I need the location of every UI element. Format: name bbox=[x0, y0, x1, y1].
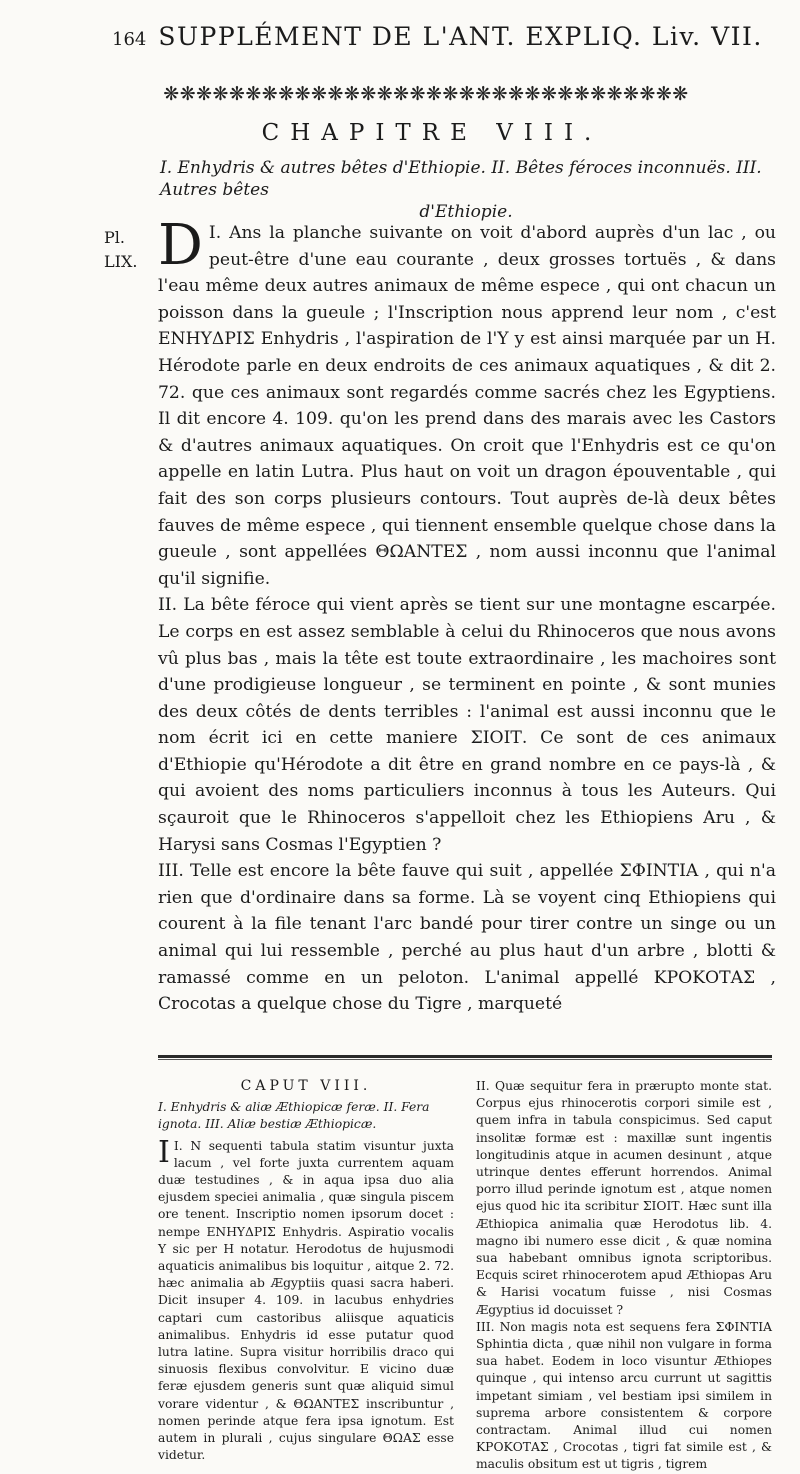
running-head bbox=[112, 22, 772, 58]
plate-number: LIX. bbox=[104, 252, 138, 271]
latin-paragraph-number: I. bbox=[173, 1138, 183, 1153]
page-number: 164 bbox=[112, 29, 147, 50]
latin-chapter-heading: CAPUT VIII. bbox=[240, 1078, 372, 1094]
french-paragraph-2: II. La bête féroce qui vient après se tient sur une montagne escarpée. Le corps en est assez semblable à celui du Rhinoceros que nous avons vû plus bas , mais la tête est toute extraordinaire , les machoires sont d'une prodigieuse longueur , se terminent en pointe , & sont munies des deux côtés de dents terribles : l'animal est aussi inconnu que le nom écrit ici en cette maniere ΣΙΟΙΤ. Ce sont de ces animaux d'Ethiopie qu'Hérodote a dit être en grand nombre en ce pays-là , & qui avoient des noms particuliers inconnus à tous les Auteurs. Qui sçauroit que le Rhinoceros s'appelloit chez les Ethiopiens Aru , & Harysi sans Cosmas l'Egyptien ? bbox=[158, 595, 776, 855]
drop-cap: D bbox=[158, 213, 203, 278]
chapter-summary bbox=[160, 157, 772, 223]
latin-column-right bbox=[476, 1078, 772, 1474]
chapter-summary-line-1: I. Enhydris & autres bêtes d'Ethiopie. II. Bêtes féroces inconnuës. III. Autres bêtes bbox=[160, 158, 762, 200]
latin-paragraph-3: III. Non magis nota est sequens fera ΣΦΙΝΤΙΑ Sphintia dicta , quæ nihil non vulgare in forma sua habet. Eodem in loco visuntur Æthiopes quinque , qui intenso arcu currunt ut sagittis impetant simiam , vel bestiam ipsi similem in suprema arbore consistentem & corpore contractam. Animal illud cui nomen ΚΡΟΚΟΤΑΣ , Crocotas , tigri fat simile est , & maculis obsitum est ut tigris , tigrem bbox=[476, 1319, 772, 1472]
french-text bbox=[158, 213, 777, 1018]
french-paragraph-1-text: Ans la planche suivante on voit d'abord auprès d'un lac , ou peut-être d'une eau courante , deux grosses tortuës , & dans l'eau même deux autres animaux de même espece , qui ont chacun un poisson dans la gueule ; l'Inscription nous apprend leur nom , c'est ΕΝΗΥΔΡΙΣ Enhydris , l'aspiration de l'Υ y est ainsi marquée par un Η. Hérodote parle en deux endroits de ces animaux aquatiques , & dit 2. 72. que ces animaux sont regardés comme sacrés chez les Egyptiens. Il dit encore 4. 109. qu'on les prend dans des marais avec les Castors & d'autres animaux aquatiques. On croit que l'Enhydris est ce qu'on appelle en latin Lutra. Plus haut on voit un dragon épouventable , qui fait des son corps plusieurs contours. Tout auprès de-là deux bêtes fauves de même espece , qui tiennent ensemble quelque chose dans la gueule , sont appellées ΘΩΑΝΤΕΣ , nom aussi inconnu que l'animal qu'il signifie. bbox=[158, 223, 777, 589]
latin-chapter-summary: I. Enhydris & aliæ Æthiopicæ feræ. II. Fera ignota. III. Aliæ bestiæ Æthiopicæ. bbox=[158, 1100, 430, 1132]
running-title: SUPPLÉMENT DE L'ANT. EXPLIQ. Liv. VII. bbox=[158, 22, 763, 51]
french-paragraph-3: III. Telle est encore la bête fauve qui suit , appellée ΣΦΙΝΤΙΑ , qui n'a rien que d'ordinaire dans sa forme. Là se voyent cinq Ethiopiens qui courent à la file tenant l'arc bandé pour tirer contre un singe ou un animal qui lui ressemble , perché au plus haut d'un arbre , blotti & ramassé comme en un peloton. L'animal appellé ΚΡΟΚΟΤΑΣ , Crocotas a quelque chose du Tigre , marqueté bbox=[158, 861, 776, 1015]
chapter-title: CHAPITRE VIII. bbox=[261, 120, 603, 146]
ornament-band: ❋❋❋❋❋❋❋❋❋❋❋❋❋❋❋❋❋❋❋❋❋❋❋❋❋❋❋❋❋❋❋❋ bbox=[163, 84, 689, 104]
section-divider bbox=[158, 1055, 772, 1058]
latin-column-left bbox=[158, 1078, 454, 1464]
chapter-summary-line-2: d'Ethiopie. bbox=[419, 202, 513, 222]
section-divider-thin bbox=[158, 1059, 772, 1060]
paragraph-number: I. bbox=[208, 223, 222, 243]
latin-drop-cap: I bbox=[158, 1134, 170, 1170]
french-paragraph-1 bbox=[158, 213, 777, 592]
latin-paragraph-1 bbox=[158, 1134, 454, 1465]
latin-paragraph-2: II. Quæ sequitur fera in prærupto monte stat. Corpus ejus rhinocerotis corpori simile est , quem infra in tabula conspicimus. Sed caput insolitæ formæ est : maxillæ sunt ingentis longitudinis atque in acumen desinunt , atque utrinque dentes efferunt horrendos. Animal porro illud perinde ignotum est , atque nomen ejus quod hic ita scribitur ΣΙΟΙΤ. Hæc sunt illa Æthiopica animalia quæ Herodotus lib. 4. magno ibi numero esse dicit , & quæ nomina sua habebant omnibus ignota scriptoribus. Ecquis sciret rhinocerotem apud Æthiopas Aru & Harisi vocatum fuisse , nisi Cosmas Ægyptius id docuisset ? bbox=[476, 1079, 772, 1317]
plate-label: Pl. bbox=[104, 228, 125, 247]
latin-paragraph-1-text: N sequenti tabula statim visuntur juxta lacum , vel forte juxta currentem aquam duæ testudines , & in aqua ipsa duo alia ejusdem speciei animalia , quæ singula piscem ore tenent. Inscriptio nomen ipsorum docet : nempe ΕΝΗΥΔΡΙΣ Enhydris. Aspiratio vocalis Υ sic per Η notatur. Herodotus de hujusmodi aquaticis animalibus bis loquitur , aitque 2. 72. hæc animalia ab Ægyptiis quasi sacra haberi. Dicit insuper 4. 109. in lacubus enhydries captari cum castoribus aliisque aquaticis animalibus. Enhydris id esse putatur quod lutra latine. Supra visitur horribilis draco qui sinuosis flexibus convolvitur. E vicino duæ feræ ejusdem generis sunt quæ aliquid simul vorare videntur , & ΘΩΑΝΤΕΣ inscribuntur , nomen perinde atque fera ipsa ignotum. Est autem in plurali , cujus singulare ΘΩΑΣ esse videtur. bbox=[158, 1138, 454, 1463]
plate-reference bbox=[104, 226, 137, 274]
